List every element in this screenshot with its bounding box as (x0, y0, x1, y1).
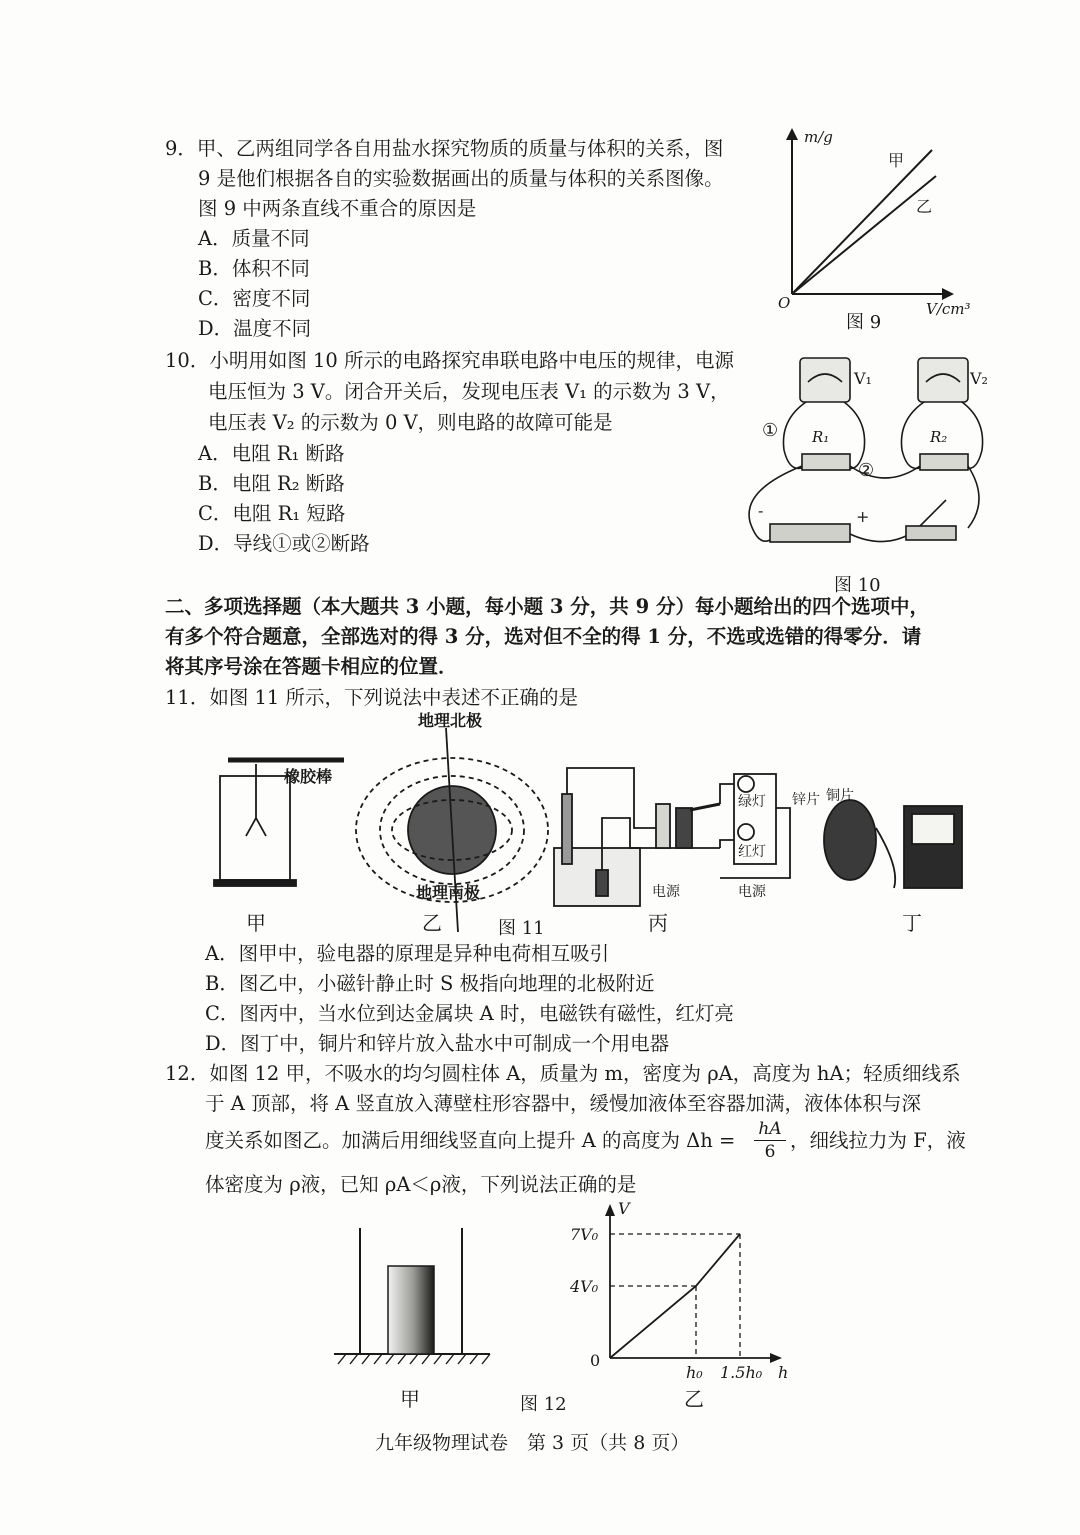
q9-line1: 9．甲、乙两组同学各自用盐水探究物质的质量与体积的关系，图 (165, 137, 724, 160)
fig9-y-axis-label: m/g (804, 128, 833, 146)
q10-option-c: C．电阻 R₁ 短路 (198, 502, 346, 525)
fig12-label-yi: 乙 (684, 1387, 704, 1411)
fig10-r2-label: R₂ (930, 428, 948, 446)
q11-option-d: D．图丁中，铜片和锌片放入盐水中可制成一个用电器 (205, 1032, 670, 1055)
fig11-north-label: 地理北极 (418, 711, 483, 730)
q9-option-b: B．体积不同 (198, 257, 310, 280)
page-footer: 九年级物理试卷 第 3 页（共 8 页） (375, 1432, 690, 1454)
fig11-green-lamp: 绿灯 (738, 794, 766, 810)
fig11-south-label: 地理南极 (416, 883, 481, 902)
fig11-label-bing: 丙 (648, 911, 668, 935)
fig11-rod-label: 橡胶棒 (284, 767, 333, 786)
q11-stem: 11．如图 11 所示，下列说法中表述不正确的是 (165, 686, 579, 709)
fig11-label-jia: 甲 (246, 911, 266, 935)
q12-line4: 体密度为 ρ液，已知 ρA＜ρ液，下列说法正确的是 (205, 1173, 637, 1196)
fig12-y-tick-4v0: 4V₀ (570, 1277, 599, 1296)
q9-line2: 9 是他们根据各自的实验数据画出的质量与体积的关系图像。 (198, 167, 724, 190)
q12-line2: 于 A 顶部，将 A 竖直放入薄壁柱形容器中，缓慢加液体至容器加满，液体体积与深 (205, 1092, 921, 1115)
q11-option-a: A．图甲中，验电器的原理是异种电荷相互吸引 (205, 942, 610, 965)
q10-line3: 电压表 V₂ 的示数为 0 V，则电路的故障可能是 (208, 411, 613, 434)
fig10-v1-label: V₁ (854, 369, 872, 388)
section2-line2: 有多个符合题意，全部选对的得 3 分，选对但不全的得 1 分，不选或选错的得零分．请 (165, 625, 922, 648)
q10-line1: 10．小明用如图 10 所示的电路探究串联电路中电压的规律，电源 (165, 349, 735, 372)
fig9-origin: O (778, 294, 791, 312)
q10-option-a: A．电阻 R₁ 断路 (198, 442, 345, 465)
figure-12-container (330, 1220, 500, 1420)
fig10-wire2: ② (858, 460, 875, 481)
fig11-copper: 铜片 (826, 788, 854, 804)
fig11-caption: 图 11 (498, 918, 545, 939)
q10-option-b: B．电阻 R₂ 断路 (198, 472, 345, 495)
q12-line3-end: ，细线拉力为 F，液 (790, 1129, 966, 1152)
fig12-y-axis: V (618, 1199, 630, 1218)
fig10-caption: 图 10 (834, 575, 881, 596)
q9-line3: 图 9 中两条直线不重合的原因是 (198, 197, 477, 220)
section2-line1: 二、多项选择题（本大题共 3 小题，每小题 3 分，共 9 分）每小题给出的四个选项中， (165, 595, 929, 618)
q9-option-a: A．质量不同 (198, 227, 310, 250)
fig10-wire1: ① (762, 420, 779, 441)
fig10-plus: + (856, 507, 870, 526)
fig11-zinc: 锌片 (792, 792, 820, 808)
q12-fraction-numerator: hA (754, 1118, 786, 1141)
q11-option-b: B．图乙中，小磁针静止时 S 极指向地理的北极附近 (205, 972, 655, 995)
fig10-r1-label: R₁ (812, 428, 830, 446)
fig11-label-ding: 丁 (902, 911, 922, 935)
fig9-x-axis-label: V/cm³ (926, 300, 971, 318)
q12-line3-start: 度关系如图乙。加满后用细线竖直向上提升 A 的高度为 Δh = (205, 1129, 736, 1152)
figure-11 (200, 708, 980, 940)
q12-line1: 12．如图 12 甲，不吸水的均匀圆柱体 A，质量为 m，密度为 ρA，高度为 hA；轻质细线系 (165, 1062, 961, 1085)
fig12-caption: 图 12 (520, 1394, 567, 1415)
fig12-x-tick-1-5h0: 1.5h₀ (720, 1363, 763, 1382)
q12-fraction-denominator: 6 (764, 1142, 776, 1162)
figure-12-graph (560, 1200, 800, 1410)
fig12-x-axis: h (778, 1363, 789, 1382)
figure-10-circuit (740, 350, 990, 600)
fig12-x-tick-h0: h₀ (686, 1363, 703, 1382)
q9-option-c: C．密度不同 (198, 287, 311, 310)
q9-option-d: D．温度不同 (198, 317, 312, 340)
fig11-red-lamp: 红灯 (738, 844, 766, 860)
fig12-label-jia: 甲 (400, 1387, 420, 1411)
fig11-label-yi: 乙 (422, 911, 442, 935)
fig9-line-yi: 乙 (916, 197, 933, 216)
q12-fraction (754, 1118, 786, 1163)
figure-9-graph (770, 126, 980, 336)
fig11-power2: 电源 (738, 884, 766, 900)
fig9-line-jia: 甲 (888, 151, 905, 170)
fig12-y-tick-7v0: 7V₀ (570, 1225, 599, 1244)
fig10-minus: - (758, 501, 764, 520)
fig10-v2-label: V₂ (970, 369, 988, 388)
q10-option-d: D．导线①或②断路 (198, 532, 370, 555)
fig12-origin: 0 (590, 1351, 601, 1370)
q11-option-c: C．图丙中，当水位到达金属块 A 时，电磁铁有磁性，红灯亮 (205, 1002, 734, 1025)
fig11-power1: 电源 (652, 884, 680, 900)
fig9-caption: 图 9 (846, 312, 882, 333)
section2-line3: 将其序号涂在答题卡相应的位置． (165, 655, 458, 678)
q10-line2: 电压恒为 3 V。闭合开关后，发现电压表 V₁ 的示数为 3 V， (208, 380, 730, 403)
